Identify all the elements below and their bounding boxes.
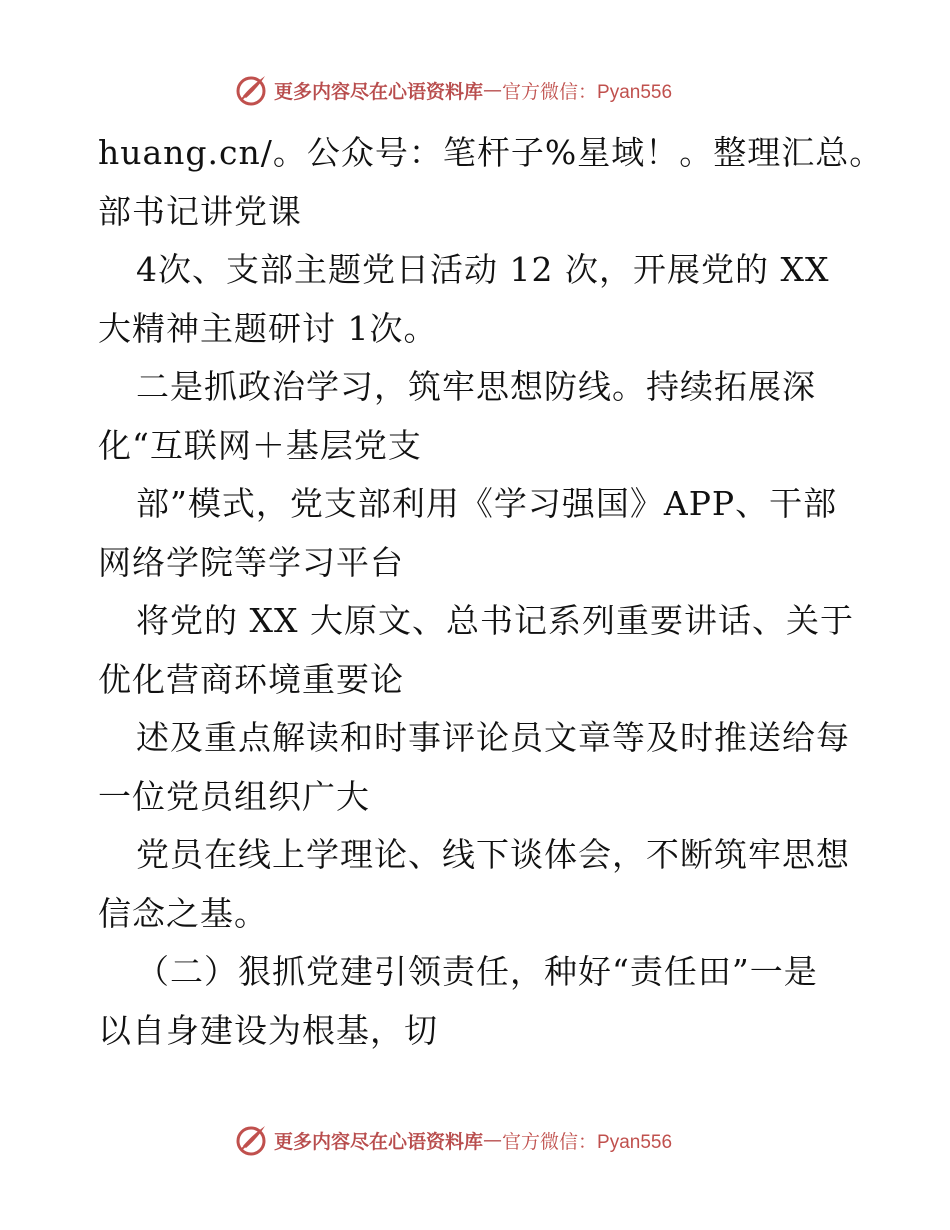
body-line: 一位党员组织广大 — [98, 776, 370, 816]
body-line: 化“互联网＋基层党支 — [98, 425, 422, 465]
footer-contact: 官方微信：Pyan556 — [502, 1131, 673, 1153]
body-line: 信念之基。 — [98, 893, 268, 933]
body-line: 二是抓政治学习，筑牢思想防线。持续拓展深 — [136, 367, 816, 406]
body-line: 述及重点解读和时事评论员文章等及时推送给每 — [136, 718, 850, 757]
body-line: 网络学院等学习平台 — [98, 542, 404, 582]
body-line: 4次、支部主题党日活动 12 次，开展党的 XX — [136, 250, 830, 289]
footer-site-text: 更多内容尽在心语资料库 — [274, 1130, 484, 1153]
header-banner — [234, 70, 672, 110]
body-line: huang.cn/。公众号：笔杆子%星域！。整理汇总。 — [98, 133, 884, 172]
body-line: （二）狠抓党建引领责任，种好“责任田”一是 — [136, 952, 818, 991]
footer-banner — [234, 1120, 672, 1160]
header-site-text: 更多内容尽在心语资料库 — [274, 80, 484, 103]
quill-logo-icon — [234, 72, 270, 108]
body-line: 优化营商环境重要论 — [98, 659, 404, 699]
header-contact: 官方微信：Pyan556 — [502, 81, 673, 103]
body-line: 党员在线上学理论、线下谈体会，不断筑牢思想 — [136, 835, 850, 874]
body-line: 以自身建设为根基，切 — [98, 1010, 438, 1050]
footer-separator: — — [483, 1129, 503, 1151]
body-line: 部”模式，党支部利用《学习强国》APP、干部 — [136, 484, 838, 523]
body-line: 大精神主题研讨 1次。 — [98, 308, 438, 348]
quill-logo-icon — [234, 1122, 270, 1158]
document-body — [98, 124, 884, 1060]
body-line: 部书记讲党课 — [98, 191, 302, 231]
header-separator: — — [483, 79, 503, 101]
body-line: 将党的 XX 大原文、总书记系列重要讲话、关于 — [136, 601, 854, 640]
